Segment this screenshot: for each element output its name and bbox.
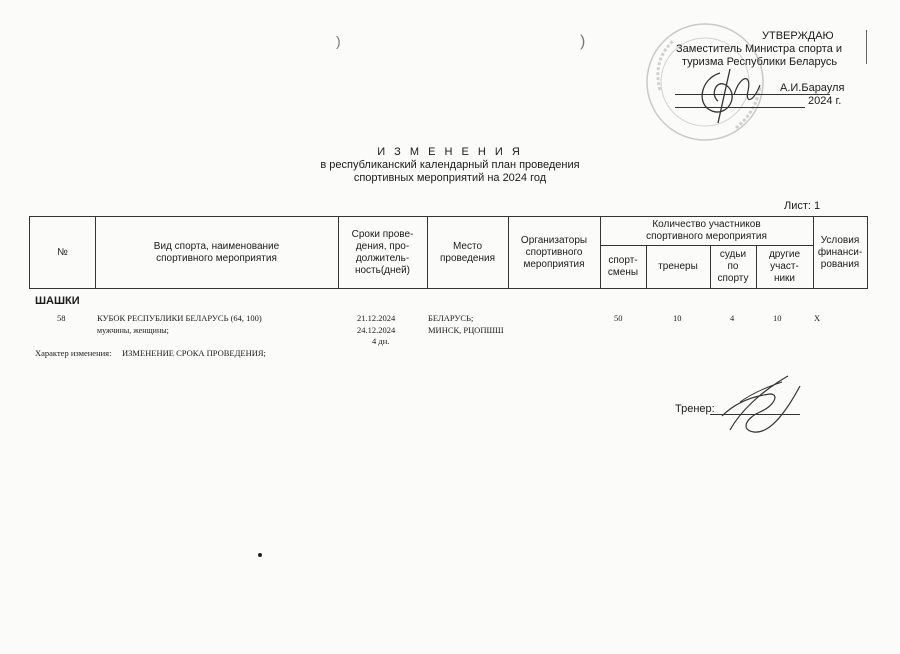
header-participants: Количество участников спортивного мероприятия <box>646 219 767 242</box>
event-place-city: МИНСК, РЦОПШШ <box>428 325 504 335</box>
event-category: мужчины, женщины; <box>97 326 169 335</box>
trainer-signature-icon <box>710 372 810 442</box>
scan-mark <box>866 30 867 64</box>
approval-position-2: туризма Республики Беларусь <box>682 56 838 68</box>
scan-dot <box>258 553 262 557</box>
document-subtitle-1: в республиканский календарный план проведения <box>320 159 580 171</box>
scan-mark: ) <box>580 33 586 50</box>
change-value: ИЗМЕНЕНИЕ СРОКА ПРОВЕДЕНИЯ; <box>122 348 266 358</box>
event-athletes: 50 <box>614 313 623 323</box>
sheet-number: Лист: 1 <box>784 200 821 212</box>
approval-signatory: А.И.Барауля <box>780 82 845 94</box>
approval-position-1: Заместитель Министра спорта и <box>676 43 843 55</box>
trainer-label: Тренер: <box>675 403 715 415</box>
event-coaches: 10 <box>673 313 682 323</box>
sport-section-title: ШАШКИ <box>35 295 80 307</box>
header-table <box>29 216 868 289</box>
header-athletes: спорт- смены <box>607 254 639 278</box>
event-judges: 4 <box>730 313 735 323</box>
header-others: другие участ- ники <box>768 248 801 284</box>
scan-mark: ) <box>336 33 341 49</box>
header-dates: Сроки прове- дения, про- должитель- ность(дней) <box>351 228 414 276</box>
document-subtitle-2: спортивных мероприятий на 2024 год <box>353 172 547 184</box>
event-duration: 4 дн. <box>372 336 390 346</box>
change-label: Характер изменения: <box>35 348 112 358</box>
document-title: И З М Е Н Е Н И Я <box>377 146 523 158</box>
header-place: Место проведения <box>440 240 495 264</box>
header-coaches: тренеры <box>658 260 698 272</box>
header-organizers: Организаторы спортивного мероприятия <box>520 234 588 270</box>
event-date-start: 21.12.2024 <box>357 313 396 323</box>
event-financing: Х <box>814 313 821 323</box>
event-name: КУБОК РЕСПУБЛИКИ БЕЛАРУСЬ (64, 100) <box>97 313 262 323</box>
header-financing: Условия финанси- рования <box>817 234 863 270</box>
approval-title: УТВЕРЖДАЮ <box>762 30 834 42</box>
event-others: 10 <box>773 313 782 323</box>
header-judges: судьи по спорту <box>717 248 749 284</box>
header-sport: Вид спорта, наименование спортивного мероприятия <box>153 240 280 264</box>
header-num: № <box>57 246 68 258</box>
event-number: 58 <box>57 313 66 323</box>
event-place-country: БЕЛАРУСЬ; <box>428 313 474 323</box>
signature-icon <box>690 65 770 125</box>
event-date-end: 24.12.2024 <box>357 325 396 335</box>
approval-year: 2024 г. <box>808 95 842 107</box>
